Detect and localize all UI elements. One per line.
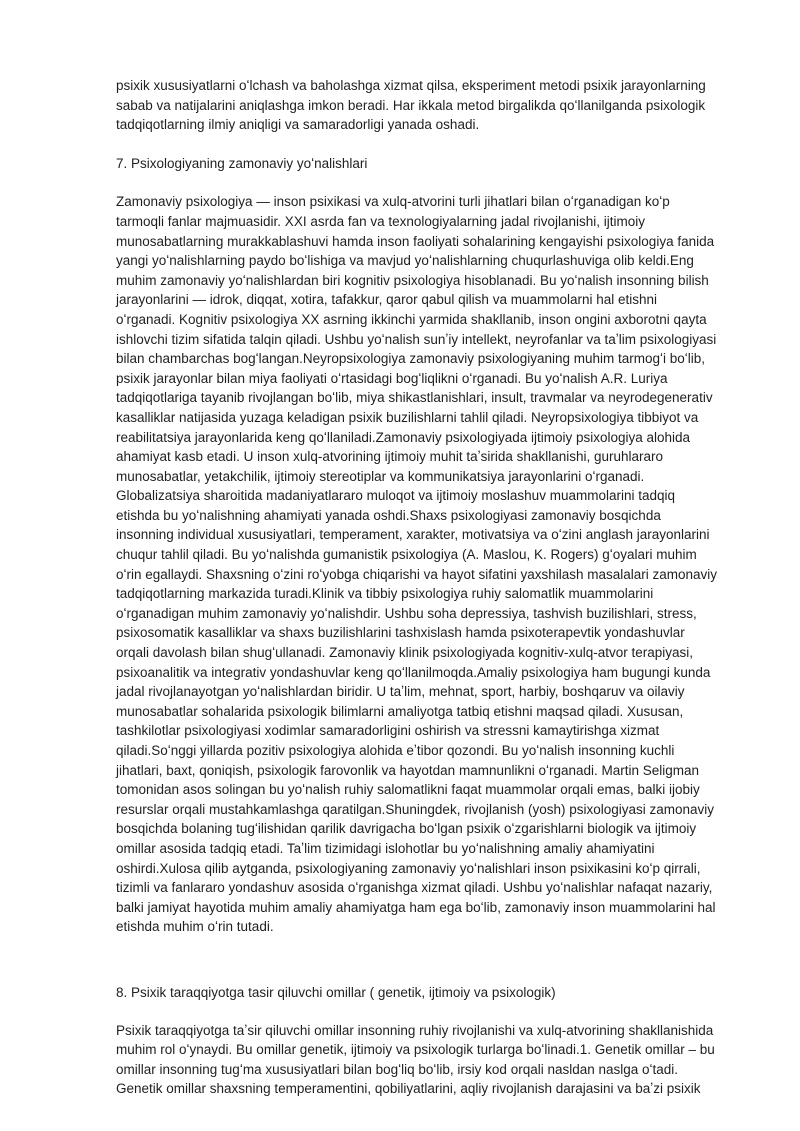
paragraph-section-7: Zamonaviy psixologiya — inson psixikasi va xulq-atvorini turli jihatlari bilan oʻrganadigan koʻp tarmoqli fanlar majmuasidir. XXI asrda fan va texnologiyalarning jadal rivojlanishi, ijtimoiy munosabatlarning murakkablashuvi hamda inson faoliyati sohalarining kengayishi psixologiya fanida yangi yoʻnalishlarning paydo boʻlishiga va mavjud yoʻnalishlarning chuqurlashuviga olib keldi.Eng muhim zamonaviy yoʻnalishlardan biri kognitiv psixologiya hisoblanadi. Bu yoʻnalish insonning bilish jarayonlarini — idrok, diqqat, xotira, tafakkur, qaror qabul qilish va muammolarni hal etishni oʻrganadi. Kognitiv psixologiya XX asrning ikkinchi yarmida shakllanib, inson ongini axborotni qayta ishlovchi tizim sifatida talqin qiladi. Ushbu yoʻnalish sunʼiy intellekt, neyrofanlar va taʼlim psixologiyasi bilan chambarchas bogʻlangan.Neyropsixologiya zamonaviy psixologiyaning muhim tarmogʻi boʻlib, psixik jarayonlar bilan miya faoliyati oʻrtasidagi bogʻliqlikni oʻrganadi. Bu yoʻnalish A.R. Luriya tadqiqotlariga tayanib rivojlangan boʻlib, miya shikastlanishlari, insult, travmalar va neyrodegenerativ kasalliklar natijasida yuzaga keladigan psixik buzilishlarni tahlil qiladi. Neyropsixologiya tibbiyot va reabilitatsiya jarayonlarida keng qoʻllaniladi.Zamonaviy psixologiyada ijtimoiy psixologiya alohida ahamiyat kasb etadi. U inson xulq-atvorining ijtimoiy muhit taʼsirida shakllanishi, guruhlararo munosabatlar, yetakchilik, ijtimoiy stereotiplar va kommunikatsiya jarayonlarini oʻrganadi. Globalizatsiya sharoitida madaniyatlararo muloqot va ijtimoiy moslashuv muammolarini tadqiq etishda bu yoʻnalishning ahamiyati yanada oshdi.Shaxs psixologiyasi zamonaviy bosqichda insonning individual xususiyatlari, temperament, xarakter, motivatsiya va oʻzini anglash jarayonlarini chuqur tahlil qiladi. Bu yoʻnalishda gumanistik psixologiya (A. Maslou, K. Rogers) gʻoyalari muhim oʻrin egallaydi. Shaxsning oʻzini roʻyobga chiqarishi va hayot sifatini yaxshilash masalalari zamonaviy tadqiqotlarning markazida turadi.Klinik va tibbiy psixologiya ruhiy salomatlik muammolarini oʻrganadigan muhim zamonaviy yoʻnalishdir. Ushbu soha depressiya, tashvish buzilishlari, stress, psixosomatik kasalliklar va shaxs buzilishlarini tashxislash hamda psixoterapevtik yondashuvlar orqali davolash bilan shugʻullanadi. Zamonaviy klinik psixologiyada kognitiv-xulq-atvor terapiyasi, psixoanalitik va integrativ yondashuvlar keng qoʻllanilmoqda.Amaliy psixologiya ham bugungi kunda jadal rivojlanayotgan yoʻnalishlardan biridir. U taʼlim, mehnat, sport, harbiy, boshqaruv va oilaviy munosabatlar sohalarida psixologik bilimlarni amaliyotga tatbiq etishni maqsad qiladi. Xususan, tashkilotlar psixologiyasi xodimlar samaradorligini oshirish va stressni kamaytirishga xizmat qiladi.Soʻnggi yillarda pozitiv psixologiya alohida eʼtibor qozondi. Bu yoʻnalish insonning kuchli jihatlari, baxt, qoniqish, psixologik farovonlik va hayotdan mamnunlikni oʻrganadi. Martin Seligman tomonidan asos solingan bu yoʻnalish ruhiy salomatlikni faqat muammolar orqali emas, balki ijobiy resurslar orqali mustahkamlashga qaratilgan.Shuningdek, rivojlanish (yosh) psixologiyasi zamonaviy bosqichda bolaning tugʻilishidan qarilik davrigacha boʻlgan psixik oʻzgarishlarni biologik va ijtimoiy omillar asosida tadqiq etadi. Taʼlim tizimidagi islohotlar bu yoʻnalishning amaliy ahamiyatini oshirdi.Xulosa qilib aytganda, psixologiyaning zamonaviy yoʻnalishlari inson psixikasini koʻp qirrali, tizimli va fanlararo yondashuv asosida oʻrganishga xizmat qiladi. Ushbu yoʻnalishlar nafaqat nazariy, balki jamiyat hayotida muhim amaliy ahamiyatga ham ega boʻlib, zamonaviy inson muammolarini hal etishda muhim oʻrin tutadi.	[116, 194, 718, 935]
paragraph-intro: psixik xususiyatlarni oʻlchash va baholashga xizmat qilsa, eksperiment metodi psixik jarayonlarning sabab va natijalarini aniqlashga imkon beradi. Har ikkala metod birgalikda qoʻllanilganda psixologik tadqiqotlarning ilmiy aniqligi va samaradorligi yanada oshadi.	[116, 78, 706, 133]
paragraph-section-8: Psixik taraqqiyotga taʼsir qiluvchi omillar insonning ruhiy rivojlanishi va xulq-atvorining shakllanishida muhim rol oʻynaydi. Bu omillar genetik, ijtimoiy va psixologik turlarga boʻlinadi.1. Genetik omillar – bu omillar insonning tugʻma xususiyatlari bilan bogʻliq boʻlib, irsiy kod orqali nasldan naslga oʻtadi. Genetik omillar shaxsning temperamentini, qobiliyatlarini, aqliy rivojlanish darajasini va baʼzi psixik	[116, 1022, 715, 1097]
section-heading-8: 8. Psixik taraqqiyotga tasir qiluvchi omillar ( genetik, ijtimoiy va psixologik)	[116, 984, 556, 1000]
section-heading-7: 7. Psixologiyaning zamonaviy yoʻnalishlari	[116, 155, 368, 171]
